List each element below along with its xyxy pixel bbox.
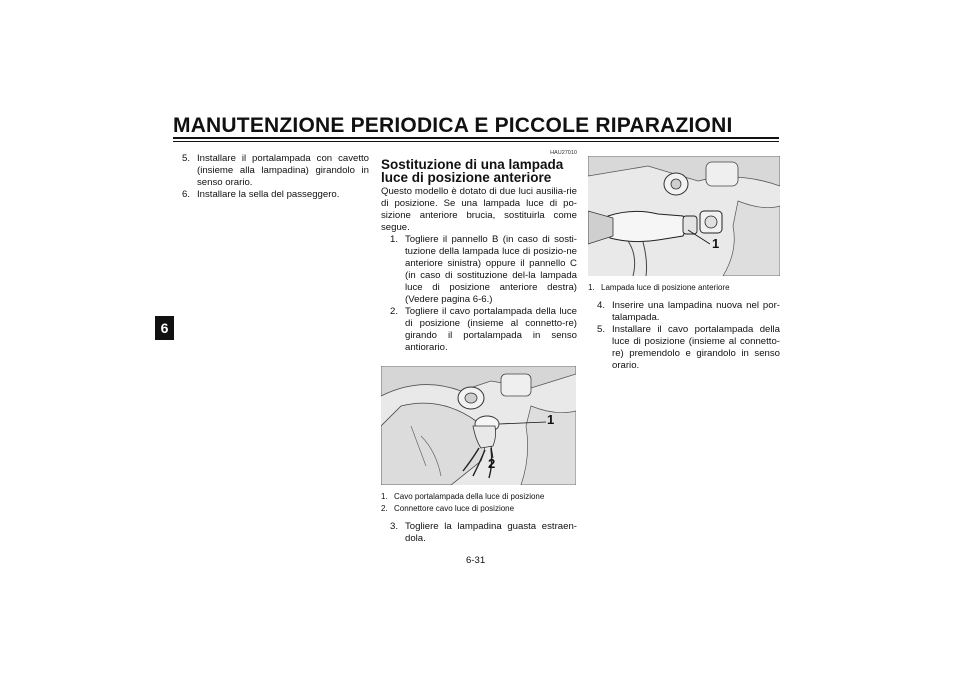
step-text: Togliere il pannello B (in caso di sosti-tuzione della lampada luce di posizio-ne anteriore sinistra) oppure il pannello C (in caso di sostituzione del-la lampada luce di posizione anteriore destra) (Vedere pagina 6-6.): [405, 234, 577, 305]
section-title: Sostituzione di una lampada luce di posizione anteriore: [381, 157, 564, 185]
step-number: 1.: [390, 234, 399, 245]
step-text: Installare il portalampada con cavetto (insieme alla lampadina) girandolo in senso orario.: [197, 153, 369, 188]
caption-text: Connettore cavo luce di posizione: [394, 504, 515, 513]
caption-number: 2.: [381, 504, 388, 513]
column-right: [588, 156, 780, 372]
page-number: 6-31: [466, 555, 486, 566]
callout-1: 1: [547, 412, 555, 427]
step-text: Inserire una lampadina nuova nel por-talampada.: [612, 300, 780, 323]
step-number: 4.: [597, 300, 606, 311]
figure-position-light-cable: [381, 366, 576, 485]
header-rule-thin: [173, 141, 779, 142]
step-item: [173, 189, 369, 201]
chapter-tab: 6: [155, 316, 174, 340]
figure-position-lamp: [588, 156, 780, 276]
step-text: Installare il cavo portalampada della luce di posizione (insieme al connetto-re) premendolo e girandolo in senso orario.: [612, 324, 780, 371]
step-number: 3.: [390, 521, 399, 532]
bulb-removal-illustration: [588, 156, 780, 276]
header-rule: [173, 137, 779, 139]
caption-text: Cavo portalampada della luce di posizione: [394, 492, 545, 501]
figure-caption: [588, 282, 780, 294]
step-item: [588, 300, 780, 324]
caption-number: 1.: [381, 492, 388, 501]
step-text: Installare la sella del passeggero.: [197, 189, 340, 200]
step-number: 5.: [182, 153, 191, 164]
column-left: [173, 153, 369, 201]
figure-caption: [381, 503, 577, 515]
callout-1: 1: [712, 236, 720, 251]
caption-number: 1.: [588, 283, 595, 292]
step-item: [381, 521, 577, 545]
step-number: 2.: [390, 306, 399, 317]
column-middle: [381, 150, 577, 545]
step-text: Togliere il cavo portalampada della luce di posizione (insieme al connetto-re) girando il portalampada in senso antiorario.: [405, 306, 577, 353]
step-item: [588, 324, 780, 372]
step-number: 6.: [182, 189, 191, 200]
figure-caption: [381, 491, 577, 503]
step-number: 5.: [597, 324, 606, 335]
step-item: [381, 306, 577, 354]
step-text: Togliere la lampadina guasta estraen-dola.: [405, 521, 577, 544]
caption-text: Lampada luce di posizione anteriore: [601, 283, 730, 292]
section-intro: Questo modello è dotato di due luci ausilia-rie di posizione. Se una lampada luce di po-sizione anteriore brucia, sostituirla come segue.: [381, 186, 577, 233]
step-item: [381, 234, 577, 306]
section-code: HAU27010: [550, 150, 577, 156]
callout-2: 2: [488, 456, 496, 471]
step-item: [173, 153, 369, 189]
page-header-title: MANUTENZIONE PERIODICA E PICCOLE RIPARAZIONI: [173, 114, 733, 137]
